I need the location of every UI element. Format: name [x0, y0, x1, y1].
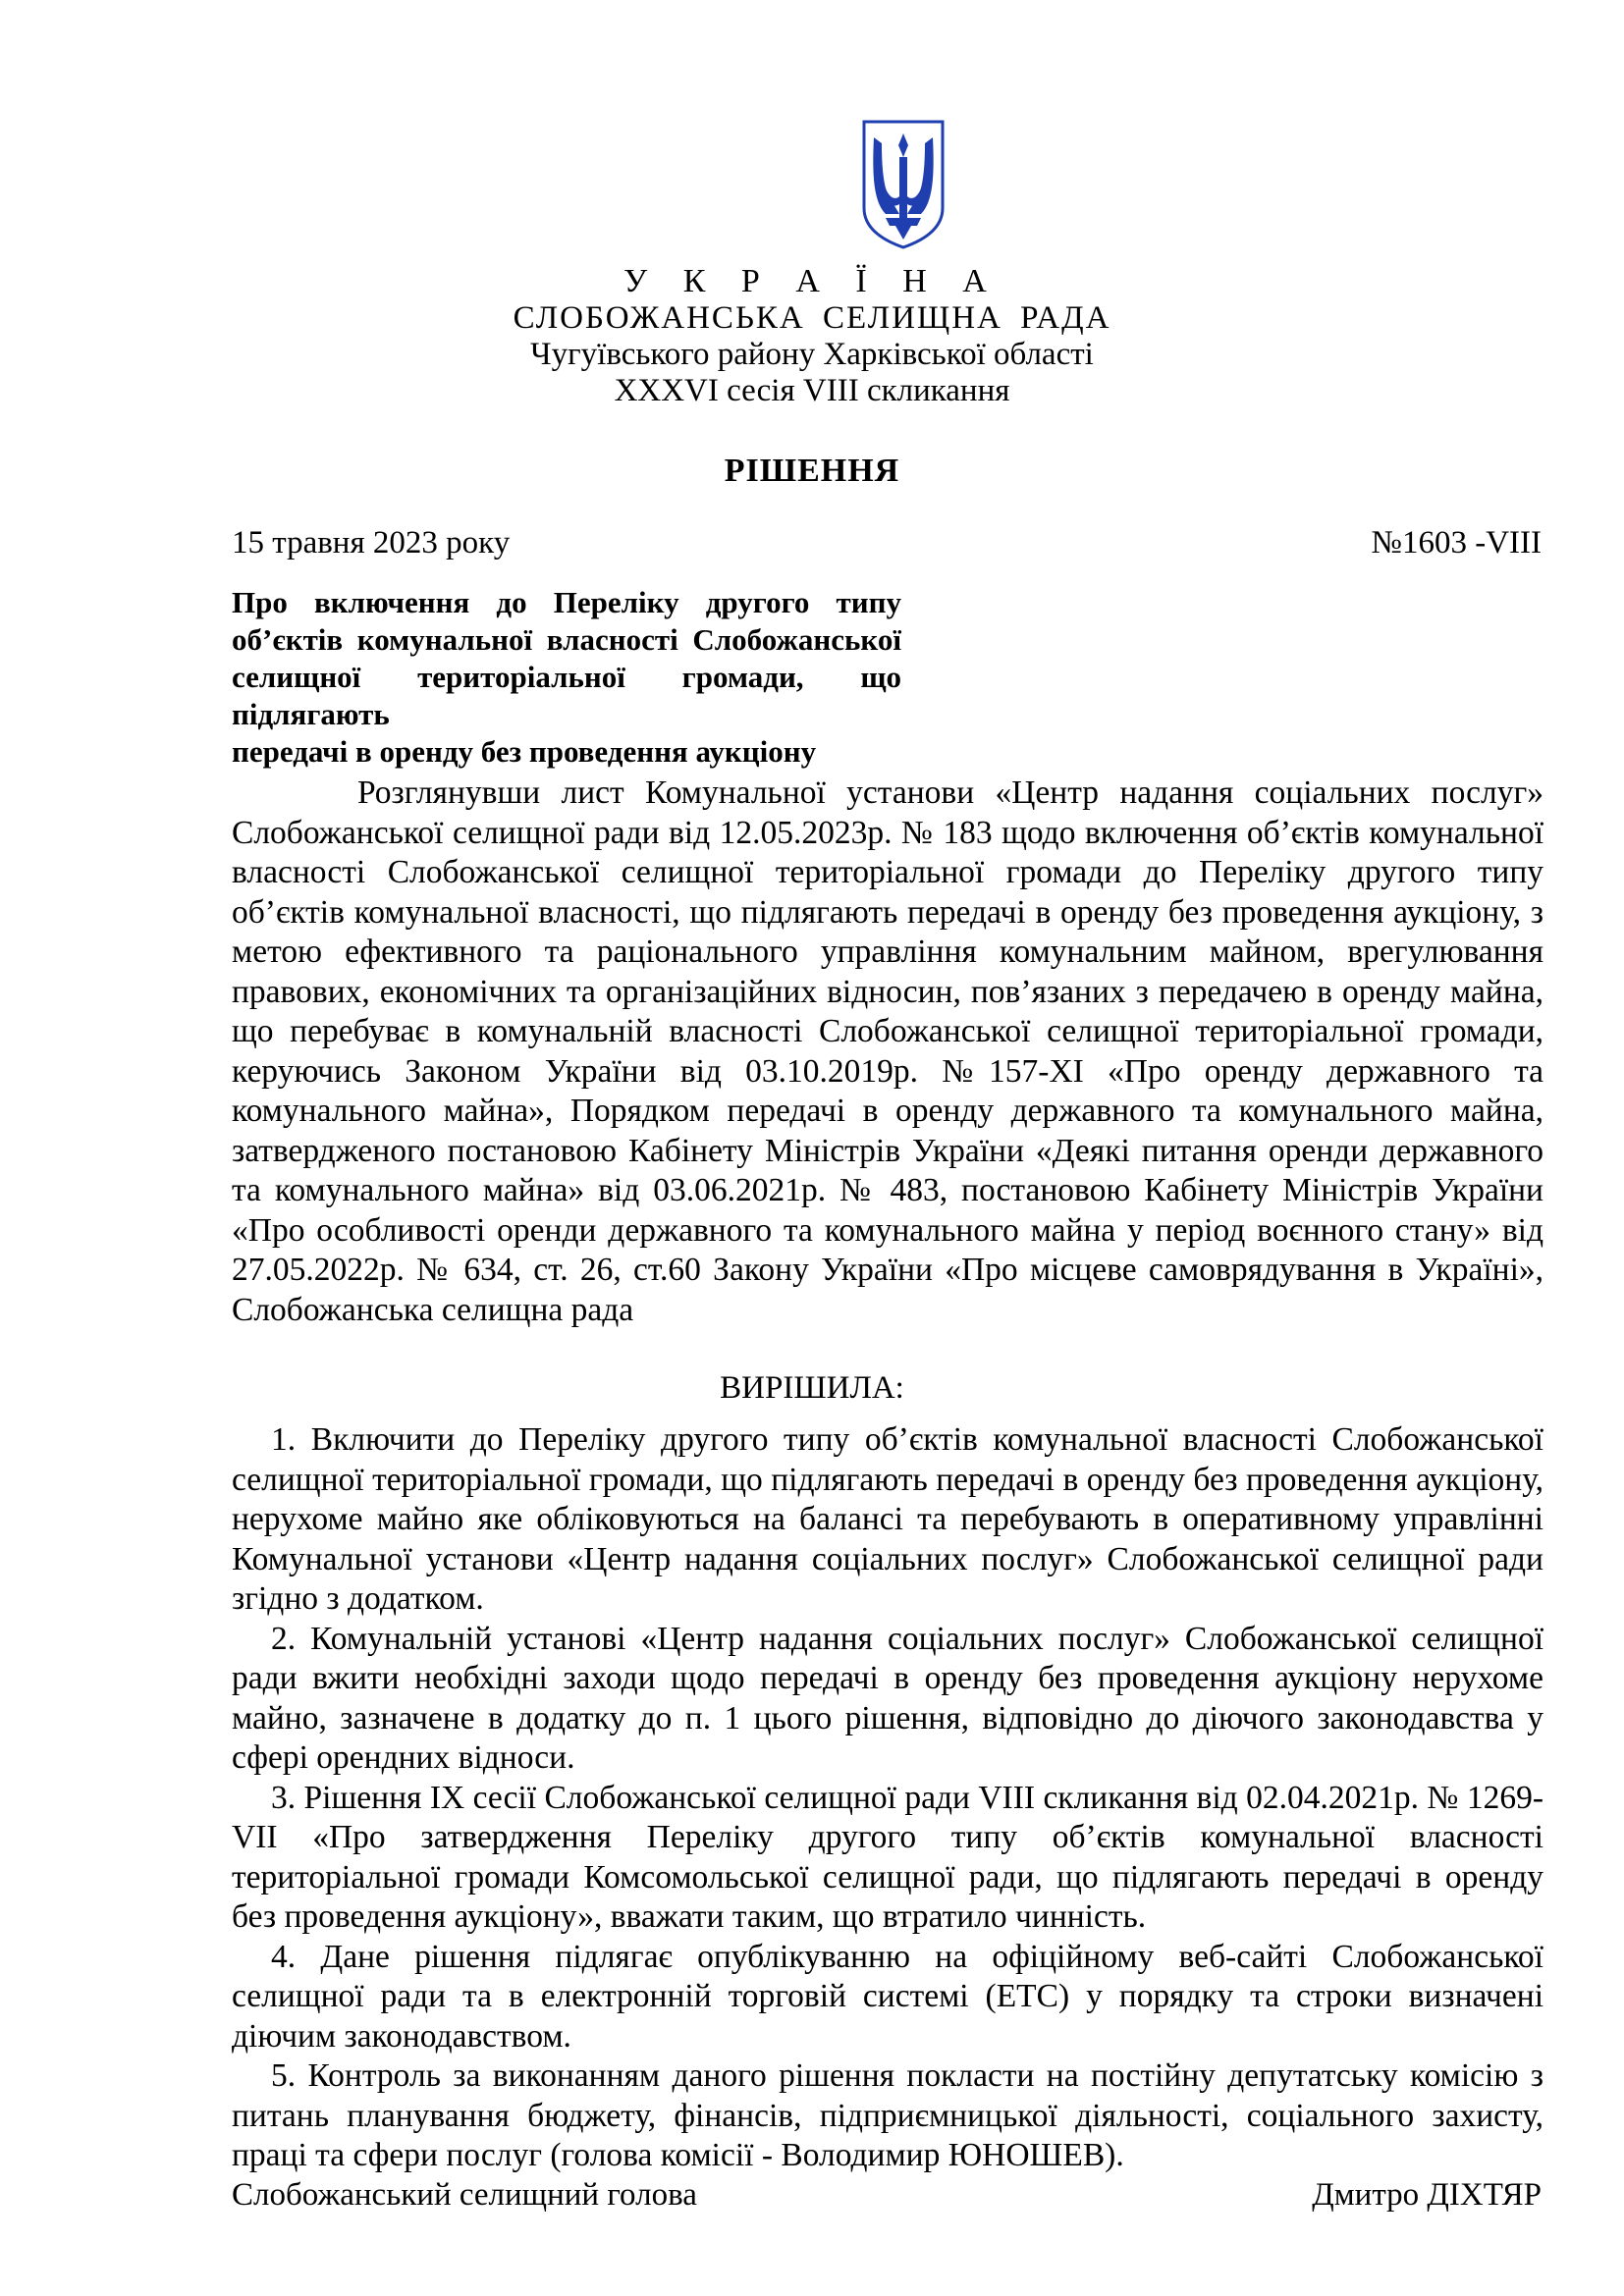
- decision-subject: [232, 584, 901, 771]
- decision-items: [232, 1420, 1543, 2176]
- signatory-title: Слобожанський селищний голова: [232, 2177, 697, 2213]
- decision-item: 1. Включити до Переліку другого типу об’єктів комунальної власності Слобожанської селищної територіальної громади, що підлягають передачі в оренду без проведення аукціону, нерухоме майно яке обліковуються на балансі та перебувають в оперативному управлінні Комунальної установи «Центр надання соціальних послуг» Слобожанської селищної ради згідно з додатком.: [232, 1421, 1543, 1617]
- header-country: У К Р А Ї Н А: [623, 263, 1001, 299]
- decision-number: №1603 -VIII: [1371, 525, 1542, 561]
- resolved-heading: ВИРІШИЛА:: [720, 1370, 904, 1406]
- decision-item: 5. Контроль за виконанням даного рішення покласти на постійну депутатську комісію з питань планування бюджету, фінансів, підприємницької діяльності, соціального захисту, праці та сфери послуг (голова комісії - Володимир ЮНОШЕВ).: [232, 2057, 1543, 2173]
- signatory-name: Дмитро ДІХТЯР: [1312, 2177, 1542, 2213]
- subject-line: селищної територіальної громади, що підлягають: [232, 660, 901, 731]
- subject-line: передачі в оренду без проведення аукціону: [232, 734, 817, 769]
- decision-item: 2. Комунальній установі «Центр надання соціальних послуг» Слобожанської селищної ради вжити необхідні заходи щодо передачі в оренду без проведення аукціону нерухоме майно, зазначене в додатку до п. 1 цього рішення, відповідно до діючого законодавства у сфері орендних відноси.: [232, 1620, 1543, 1776]
- header-session: XXXVI сесія VIII скликання: [614, 373, 1010, 408]
- header-council: СЛОБОЖАНСЬКА СЕЛИЩНА РАДА: [513, 300, 1111, 336]
- subject-line: Про включення до Переліку другого типу: [232, 585, 901, 619]
- document-type-title: РІШЕННЯ: [724, 453, 900, 489]
- coat-of-arms-icon: [860, 118, 947, 251]
- decision-item: 4. Дане рішення підлягає опублікуванню на офіційному веб-сайті Слобожанської селищної ради та в електронній торговій системі (ЕТС) у порядку та строки визначені діючим законодавством.: [232, 1938, 1543, 2055]
- preamble-paragraph: Розглянувши лист Комунальної установи «Центр надання соціальних послуг» Слобожанської селищної ради від 12.05.2023р. № 183 щодо включення об’єктів комунальної власності Слобожанської селищної територіальної громади до Переліку другого типу об’єктів комунальної власності, що підлягають передачі в оренду без проведення аукціону, з метою ефективного та раціонального управління комунальним майном, врегулювання правових, економічних та організаційних відносин, пов’язаних з передачею в оренду майна, що перебуває в комунальній власності Слобожанської селищної територіальної громади, керуючись Законом України від 03.10.2019р. №157-ХІ «Про оренду державного та комунального майна», Порядком передачі в оренду державного та комунального майна, затвердженого постановою Кабінету Міністрів України «Деякі питання оренди державного та комунального майна» від 03.06.2021р. № 483, постановою Кабінету Міністрів України «Про особливості оренди державного та комунального майна у період воєнного стану» від 27.05.2022р. № 634, ст. 26, ст.60 Закону України «Про місцеве самоврядування в Україні», Слобожанська селищна рада: [232, 774, 1543, 1328]
- decision-date: 15 травня 2023 року: [232, 525, 511, 561]
- subject-line: об’єктів комунальної власності Слобожанської: [232, 622, 901, 657]
- decision-item: 3. Рішення IX сесії Слобожанської селищної ради VIII скликання від 02.04.2021р. № 1269-VII «Про затвердження Переліку другого типу об’єктів комунальної власності територіальної громади Комсомольської селищної ради, що підлягають передачі в оренду без проведення аукціону», вважати таким, що втратило чинність.: [232, 1779, 1543, 1935]
- header-district: Чугуївського району Харківської області: [530, 337, 1094, 372]
